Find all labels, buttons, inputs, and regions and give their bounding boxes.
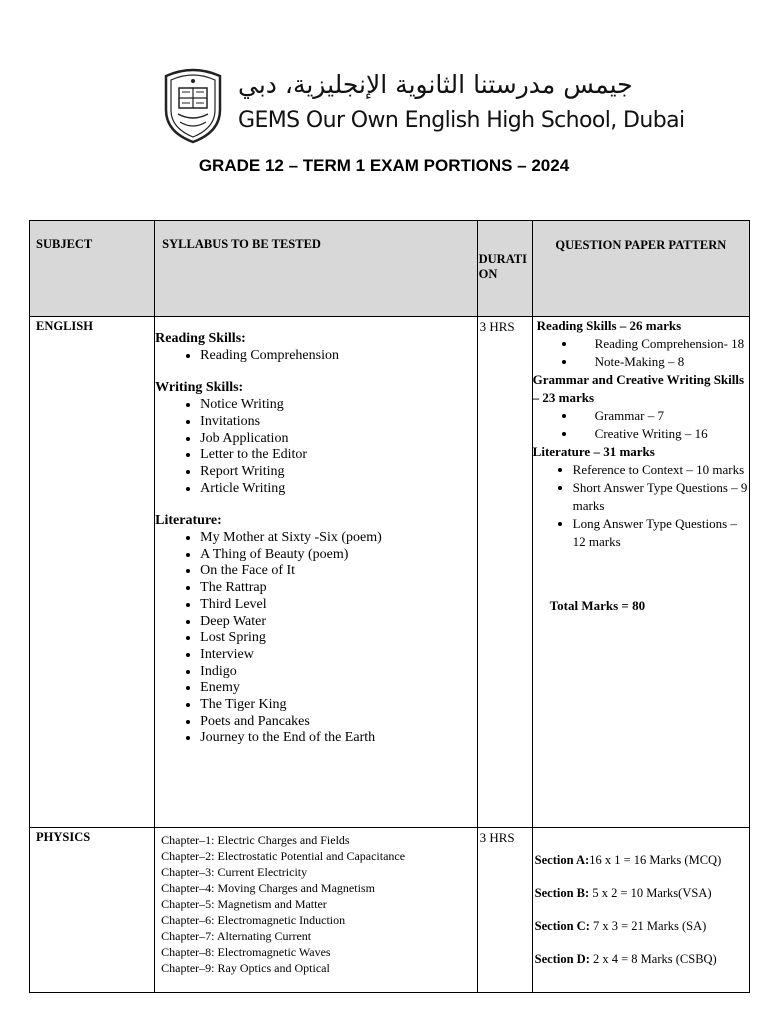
list-item: • Journey to the End of the Earth — [200, 730, 476, 747]
section-c: Section C: 7 x 3 = 21 Marks (SA) — [534, 919, 707, 933]
list-item: • Enemy — [200, 680, 476, 697]
list-item: • Reference to Context – 10 marks — [573, 461, 749, 479]
section-a: Section A:16 x 1 = 16 Marks (MCQ) — [534, 853, 722, 867]
list-item: • Job Application — [200, 431, 476, 448]
header-subject: SUBJECT — [30, 221, 155, 317]
list-item: • Indigo — [200, 664, 476, 681]
header-pattern: QUESTION PAPER PATTERN — [532, 221, 749, 317]
list-item: • Invitations — [200, 414, 476, 431]
duration-physics: 3 HRS — [477, 828, 532, 993]
chapter-item: Chapter–5: Magnetism and Matter — [161, 897, 327, 911]
pattern-literature-head: Literature – 31 marks — [532, 444, 655, 459]
subject-physics: PHYSICS — [30, 828, 155, 993]
school-english-name: GEMS Our Own English High School, Dubai — [238, 108, 685, 133]
literature-list — [155, 530, 476, 747]
exam-portions-table — [29, 220, 750, 993]
list-item: • Third Level — [200, 597, 476, 614]
reading-skills-title: Reading Skills: — [155, 331, 246, 346]
chapter-item: Chapter–4: Moving Charges and Magnetism — [161, 881, 375, 895]
list-item: • The Tiger King — [200, 697, 476, 714]
list-item: • Deep Water — [200, 614, 476, 631]
chapter-item: Chapter–7: Alternating Current — [161, 929, 312, 943]
list-item: • Long Answer Type Questions – 12 marks — [573, 515, 749, 551]
subject-english: ENGLISH — [30, 317, 155, 828]
english-pattern — [532, 317, 749, 828]
chapter-item: Chapter–3: Current Electricity — [161, 865, 308, 879]
physics-pattern — [532, 828, 749, 993]
list-item: • Letter to the Editor — [200, 447, 476, 464]
list-item: • On the Face of It — [200, 563, 476, 580]
list-item: • Note-Making – 8 — [577, 353, 749, 371]
section-b: Section B: 5 x 2 = 10 Marks(VSA) — [534, 886, 712, 900]
chapter-item: Chapter–6: Electromagnetic Induction — [161, 913, 346, 927]
list-item: • Reading Comprehension — [200, 348, 476, 365]
header-duration: DURATION — [477, 221, 532, 317]
list-item: • Short Answer Type Questions – 9 marks — [573, 479, 749, 515]
header-syllabus: SYLLABUS TO BE TESTED — [155, 221, 477, 317]
list-item: • My Mother at Sixty -Six (poem) — [200, 530, 476, 547]
pattern-total: Total Marks = 80 — [549, 598, 646, 613]
list-item: • Creative Writing – 16 — [577, 425, 749, 443]
pattern-grammar-head: Grammar and Creative Writing Skills – 23 marks — [532, 372, 745, 405]
literature-title: Literature: — [155, 513, 222, 529]
list-item: • Article Writing — [200, 481, 476, 498]
table-row-physics — [30, 828, 750, 993]
school-arabic-name: جيمس مدرستنا الثانوية الإنجليزية، دبي — [238, 70, 633, 99]
duration-english: 3 HRS — [477, 317, 532, 828]
writing-skills-list — [155, 397, 476, 497]
chapter-item: Chapter–2: Electrostatic Potential and Capacitance — [161, 849, 406, 863]
pattern-literature-list — [533, 461, 749, 551]
table-header-row — [30, 221, 750, 317]
chapter-item: Chapter–9: Ray Optics and Optical — [161, 961, 330, 975]
pattern-reading-head: Reading Skills – 26 marks — [536, 318, 682, 333]
physics-syllabus — [155, 828, 477, 993]
list-item: • A Thing of Beauty (poem) — [200, 547, 476, 564]
chapter-item: Chapter–8: Electromagnetic Waves — [161, 945, 331, 959]
table-row-english — [30, 317, 750, 828]
list-item: • Grammar – 7 — [577, 407, 749, 425]
reading-skills-list — [155, 348, 476, 365]
pattern-reading-list — [533, 335, 749, 371]
pattern-grammar-list — [533, 407, 749, 443]
list-item: • Report Writing — [200, 464, 476, 481]
list-item: • Notice Writing — [200, 397, 476, 414]
list-item: • Reading Comprehension- 18 — [577, 335, 749, 353]
list-item: • Lost Spring — [200, 630, 476, 647]
writing-skills-title: Writing Skills: — [155, 380, 244, 396]
list-item: • Poets and Pancakes — [200, 714, 476, 731]
section-d: Section D: 2 x 4 = 8 Marks (CSBQ) — [534, 952, 717, 966]
exam-title: GRADE 12 – TERM 1 EXAM PORTIONS – 2024 — [198, 156, 570, 175]
school-crest-icon — [160, 66, 226, 144]
english-syllabus — [155, 317, 477, 828]
chapter-item: Chapter–1: Electric Charges and Fields — [161, 833, 350, 847]
list-item: • Interview — [200, 647, 476, 664]
list-item: • The Rattrap — [200, 580, 476, 597]
